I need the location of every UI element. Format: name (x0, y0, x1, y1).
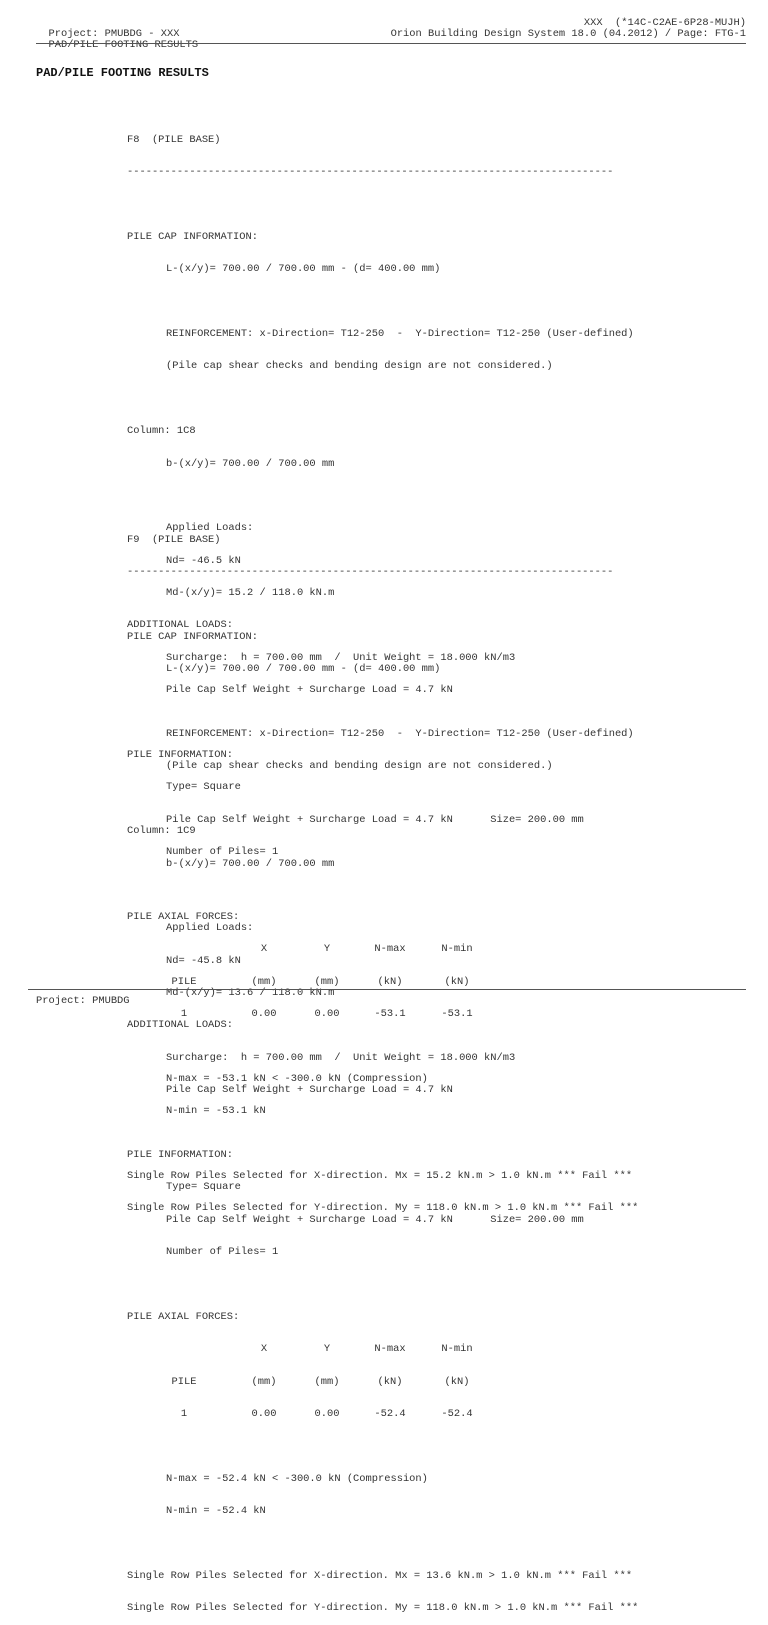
divider: ------------------------------------------------------------------------------ (127, 165, 614, 178)
moment-load: Md-(x/y)= 13.6 / 118.0 kN.m (166, 987, 335, 1000)
pile-weight-size: Pile Cap Self Weight + Surcharge Load = 4.7 kN Size= 200.00 mm (166, 1213, 584, 1226)
table-cell: -53.1 (441, 1008, 473, 1021)
table-header-row (127, 1344, 638, 1355)
table-cell: -53.1 (374, 1008, 406, 1021)
pile-cap-dims: L-(x/y)= 700.00 / 700.00 mm - (d= 400.00 mm) (166, 263, 441, 276)
check-y-direction: Single Row Piles Selected for Y-direction. My = 118.0 kN.m > 1.0 kN.m *** Fail *** (127, 1202, 639, 1215)
table-cell: -52.4 (374, 1408, 406, 1421)
table-cell: 0.00 (251, 1008, 277, 1021)
table-header-cell: Y (323, 1343, 331, 1356)
design-note: (Pile cap shear checks and bending design are not considered.) (166, 360, 553, 373)
moment-load: Md-(x/y)= 15.2 / 118.0 kN.m (166, 587, 335, 600)
table-header-cell: N-min (441, 943, 473, 956)
table-header-cell: Y (323, 943, 331, 956)
pile-cap-dims: L-(x/y)= 700.00 / 700.00 mm - (d= 400.00 mm) (166, 663, 441, 676)
project-code: XXX (*14C-C2AE-6P28-MUJH) (583, 17, 746, 29)
table-header-cell: X (260, 943, 268, 956)
pile-info-heading: PILE INFORMATION: (127, 749, 234, 762)
system-info: Orion Building Design System 18.0 (04.2012) / Page: FTG-1 (390, 28, 746, 40)
table-header-cell: N-max (374, 1343, 406, 1356)
table-header-cell: N-max (374, 943, 406, 956)
axial-load: Nd= -46.5 kN (166, 554, 241, 567)
table-cell: 0.00 (251, 1408, 277, 1421)
number-of-piles: Number of Piles= 1 (166, 846, 279, 859)
surcharge: Surcharge: h = 700.00 mm / Unit Weight = 18.000 kN/m3 (166, 1051, 516, 1064)
reinforcement: REINFORCEMENT: x-Direction= T12-250 - Y-Direction= T12-250 (User-defined) (166, 727, 634, 740)
table-cell: 0.00 (314, 1008, 340, 1021)
check-y-direction: Single Row Piles Selected for Y-direction. My = 118.0 kN.m > 1.0 kN.m *** Fail *** (127, 1602, 639, 1615)
table-unit-cell: PILE (171, 975, 197, 988)
check-x-direction: Single Row Piles Selected for X-direction. Mx = 13.6 kN.m > 1.0 kN.m *** Fail *** (127, 1570, 633, 1583)
table-unit-cell: (mm) (251, 975, 277, 988)
table-unit-cell: (mm) (251, 1375, 277, 1388)
nmax-result: N-max = -53.1 kN < -300.0 kN (Compression) (166, 1072, 428, 1085)
table-cell: 1 (180, 1008, 188, 1021)
surcharge: Surcharge: h = 700.00 mm / Unit Weight = 18.000 kN/m3 (166, 651, 516, 664)
pile-axial-forces-heading: PILE AXIAL FORCES: (127, 1310, 240, 1323)
column-dims: b-(x/y)= 700.00 / 700.00 mm (166, 857, 335, 870)
nmin-result: N-min = -52.4 kN (166, 1505, 266, 1518)
nmin-result: N-min = -53.1 kN (166, 1105, 266, 1118)
table-cell: 1 (180, 1408, 188, 1421)
footing-name: F9 (PILE BASE) (127, 533, 221, 546)
self-weight: Pile Cap Self Weight + Surcharge Load = 4.7 kN (166, 1084, 453, 1097)
footing-block-f9 (127, 513, 638, 1625)
column-label: Column: 1C8 (127, 425, 196, 438)
design-note: (Pile cap shear checks and bending design are not considered.) (166, 760, 553, 773)
number-of-piles: Number of Piles= 1 (166, 1246, 279, 1259)
pile-type: Type= Square (166, 1181, 241, 1194)
page-title: PAD/PILE FOOTING RESULTS (36, 66, 209, 80)
self-weight: Pile Cap Self Weight + Surcharge Load = 4.7 kN (166, 684, 453, 697)
table-unit-cell: (kN) (377, 1375, 403, 1388)
reinforcement: REINFORCEMENT: x-Direction= T12-250 - Y-Direction= T12-250 (User-defined) (166, 327, 634, 340)
pile-cap-heading: PILE CAP INFORMATION: (127, 230, 258, 243)
page-header-line-2 (36, 28, 746, 51)
check-x-direction: Single Row Piles Selected for X-direction. Mx = 15.2 kN.m > 1.0 kN.m *** Fail *** (127, 1170, 633, 1183)
table-cell: 0.00 (314, 1408, 340, 1421)
table-unit-cell: (kN) (444, 1375, 470, 1388)
pile-cap-heading: PILE CAP INFORMATION: (127, 630, 258, 643)
pile-info-heading: PILE INFORMATION: (127, 1149, 234, 1162)
project-label: Project: PMUBDG - XXX (48, 27, 180, 40)
footer-divider (28, 989, 746, 990)
pile-axial-forces-heading: PILE AXIAL FORCES: (127, 910, 240, 923)
table-unit-cell: (kN) (377, 975, 403, 988)
additional-loads-heading: ADDITIONAL LOADS: (127, 619, 234, 632)
table-unit-cell: (kN) (444, 975, 470, 988)
pile-weight-size: Pile Cap Self Weight + Surcharge Load = 4.7 kN Size= 200.00 mm (166, 813, 584, 826)
table-row (127, 1409, 638, 1420)
table-unit-cell: (mm) (314, 1375, 340, 1388)
table-unit-cell: (mm) (314, 975, 340, 988)
table-units-row (127, 1377, 638, 1388)
table-header-cell: N-min (441, 1343, 473, 1356)
section-label: PAD/PILE FOOTING RESULTS (48, 38, 199, 51)
column-label: Column: 1C9 (127, 825, 196, 838)
page-footer: Project: PMUBDG (36, 995, 130, 1007)
footing-name: F8 (PILE BASE) (127, 133, 221, 146)
column-dims: b-(x/y)= 700.00 / 700.00 mm (166, 457, 335, 470)
nmax-result: N-max = -52.4 kN < -300.0 kN (Compression) (166, 1472, 428, 1485)
header-divider (36, 43, 746, 44)
table-header-cell: X (260, 1343, 268, 1356)
divider: ------------------------------------------------------------------------------ (127, 565, 614, 578)
axial-load: Nd= -45.8 kN (166, 954, 241, 967)
pile-type: Type= Square (166, 781, 241, 794)
table-cell: -52.4 (441, 1408, 473, 1421)
applied-loads-heading: Applied Loads: (166, 522, 254, 535)
additional-loads-heading: ADDITIONAL LOADS: (127, 1019, 234, 1032)
table-unit-cell: PILE (171, 1375, 197, 1388)
applied-loads-heading: Applied Loads: (166, 922, 254, 935)
